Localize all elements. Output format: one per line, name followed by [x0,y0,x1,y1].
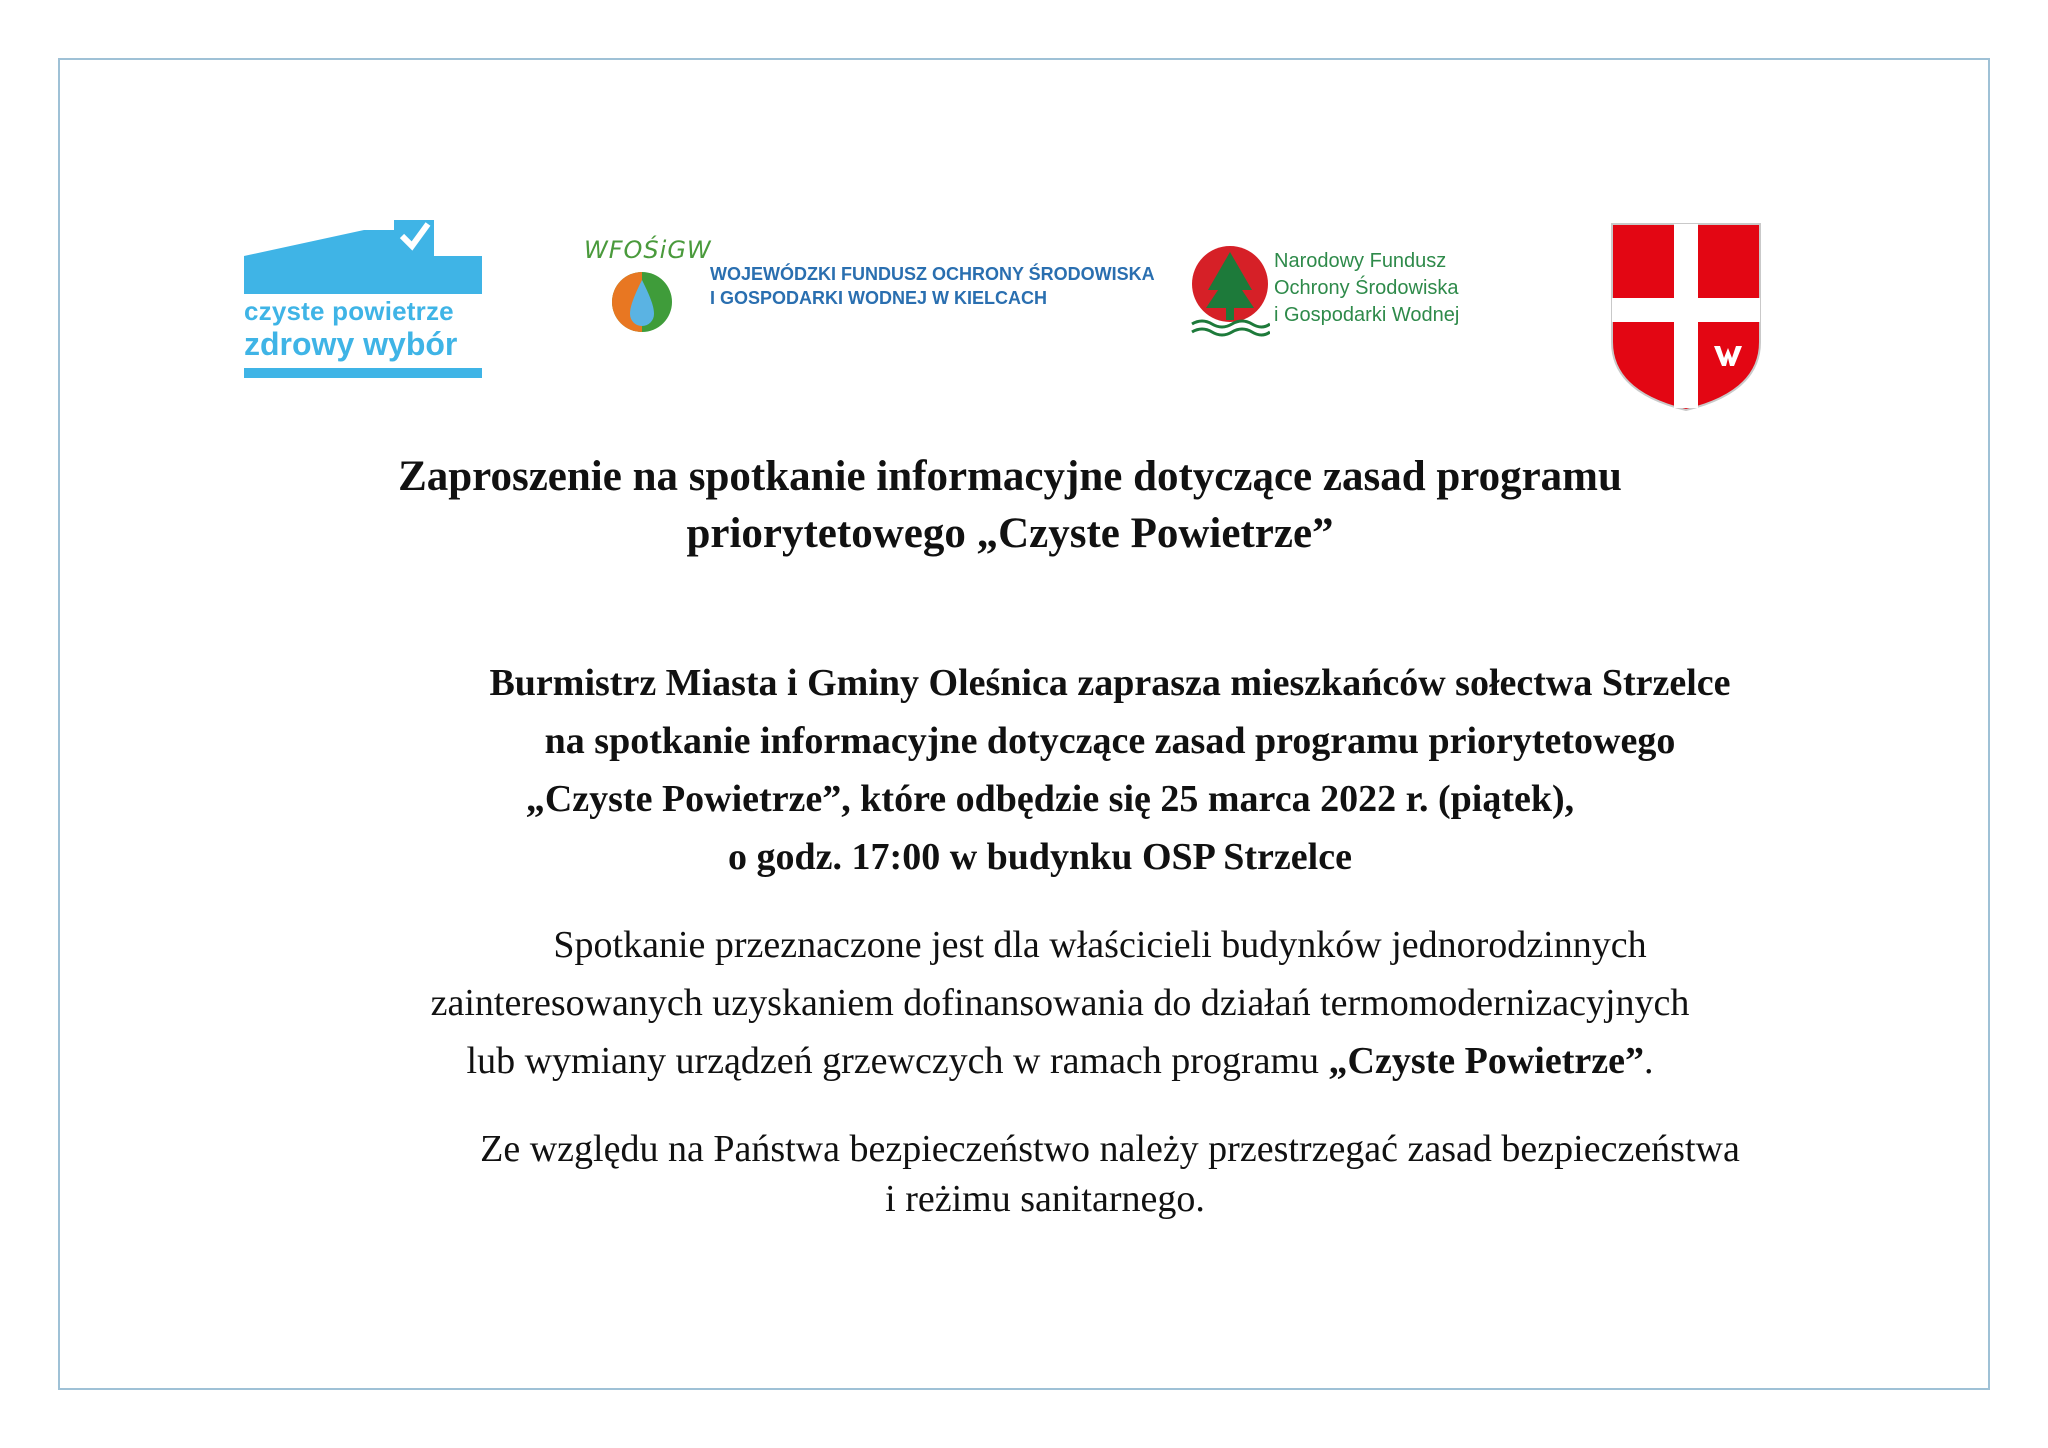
invitation-line3: „Czyste Powietrze”, które odbędzie się 25 marca 2022 r. (piątek), [525,778,1575,820]
wfosigw-line2: I GOSPODARKI WODNEJ W KIELCACH [710,288,1048,308]
czyste-powietrze-bar [244,368,482,378]
nfosigw-line2: Ochrony Środowiska [1274,277,1459,299]
description-line3 [250,1032,1870,1090]
wfosigw-line1: WOJEWÓDZKI FUNDUSZ OCHRONY ŚRODOWISKA [710,264,1155,284]
page-title [200,448,1820,562]
nfosigw-name [1274,248,1459,329]
title-line2: priorytetowego „Czyste Powietrze” [686,510,1334,557]
czyste-powietrze-line1: czyste powietrze [244,296,454,326]
description-text [250,916,1870,1090]
house-icon [244,218,484,298]
nfosigw-line1: Narodowy Fundusz [1274,250,1447,272]
wfosigw-brand: WFOŚiGW [584,236,712,264]
description-line3-suffix: . [1643,1040,1654,1082]
safety-line2: i reżimu sanitarnego. [885,1178,1205,1220]
coat-of-arms [1610,222,1762,412]
title-line1: Zaproszenie na spotkanie informacyjne dotyczące zasad programu [398,453,1622,500]
czyste-powietrze-logo [244,218,484,380]
invitation-line4: o godz. 17:00 w budynku OSP Strzelce [728,836,1352,878]
nfosigw-line3: i Gospodarki Wodnej [1274,304,1460,326]
tree-icon [1188,244,1270,340]
safety-line1: Ze względu na Państwa bezpieczeństwo należy przestrzegać zasad bezpieczeństwa [480,1128,1740,1170]
description-program-name: „Czyste Powietrze” [1328,1040,1644,1082]
water-drop-icon [602,266,682,336]
safety-note [300,1124,1920,1224]
description-line2: zainteresowanych uzyskaniem dofinansowania do działań termomodernizacyjnych [430,982,1690,1024]
nfosigw-logo [1188,244,1488,344]
invitation-text [300,654,1920,886]
invitation-line1: Burmistrz Miasta i Gminy Oleśnica zaprasza mieszkańców sołectwa Strzelce [489,662,1731,704]
shield-icon [1610,222,1762,412]
wfosigw-logo [584,226,1155,336]
invitation-line2: na spotkanie informacyjne dotyczące zasad programu priorytetowego [544,720,1676,762]
description-line1: Spotkanie przeznaczone jest dla właścicieli budynków jednorodzinnych [553,924,1647,966]
description-line3-prefix: lub wymiany urządzeń grzewczych w ramach programu [466,1040,1329,1082]
czyste-powietrze-line2: zdrowy wybór [244,326,458,362]
